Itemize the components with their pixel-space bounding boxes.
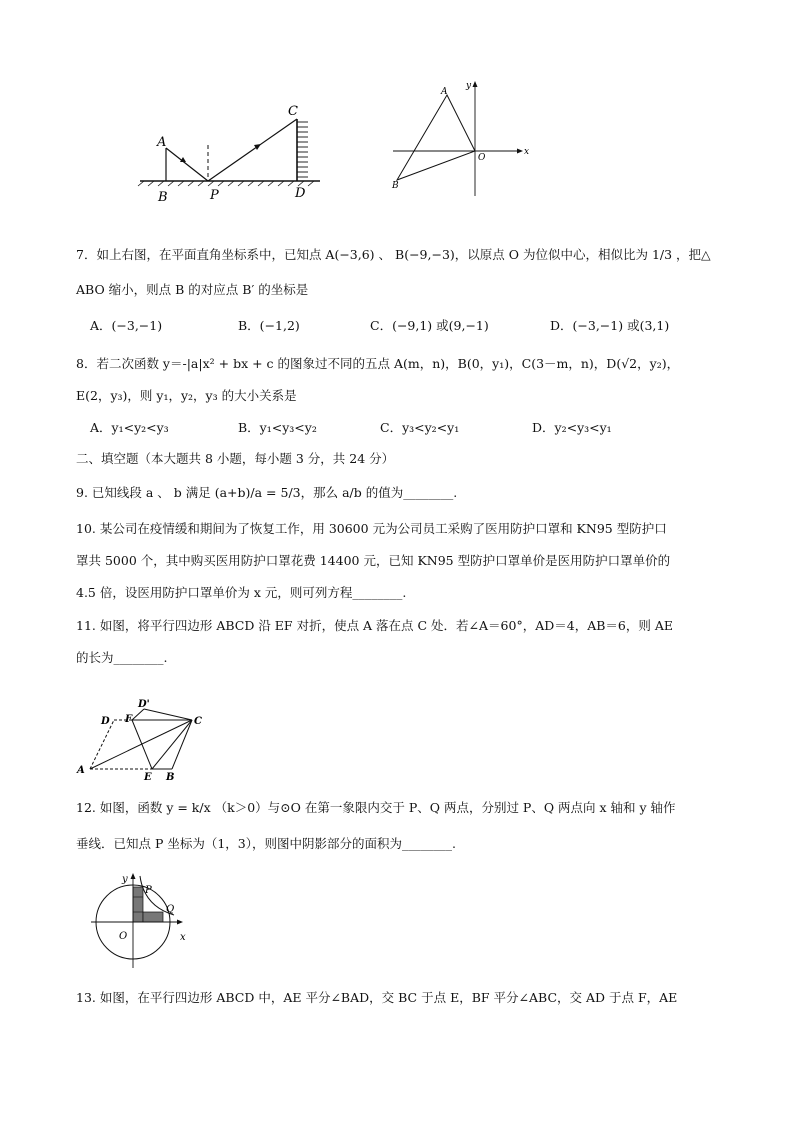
question-8-line-2: E(2，y₃)，则 y₁，y₂，y₃ 的大小关系是 (76, 388, 297, 403)
question-7-line-2: ABO 缩小，则点 B 的对应点 B′ 的坐标是 (76, 282, 309, 297)
question-7-option-a: A．(−3,−1) (90, 318, 163, 333)
point-label-A: A (77, 765, 85, 776)
question-13-line-1: 13. 如图，在平行四边形 ABCD 中，AE 平分∠BAD，交 BC 于点 E，BF 平分∠ABC，交 AD 于点 F，AE (76, 990, 678, 1005)
point-label-A: A (157, 135, 167, 150)
point-label-D: D (101, 716, 110, 727)
axis-label-y: y (466, 81, 472, 91)
question-8-line-1: 8．若二次函数 y＝-|a|x² + bx + c 的图象过不同的五点 A(m，n)，B(0，y₁)，C(3－m，n)，D(√2，y₂)， (76, 356, 680, 371)
axis-label-x: x (180, 932, 186, 943)
point-label-A: A (441, 87, 448, 97)
axis-label-y: y (122, 874, 128, 885)
question-10-line-3: 4.5 倍，设医用防护口罩单价为 x 元，则可列方程________. (76, 585, 407, 600)
point-label-F: F (125, 714, 133, 725)
point-label-D-prime: D' (138, 699, 150, 710)
question-7-line-1: 7．如上右图，在平面直角坐标系中，已知点 A(−3,6) 、 B(−9,−3)，以原点 O 为位似中心，相似比为 1/3 ，把△ (76, 247, 711, 262)
axis-label-x: x (524, 147, 530, 157)
question-11-line-2: 的长为________. (76, 650, 168, 665)
point-label-O: O (478, 153, 486, 163)
question-7-option-d: D．(−3,−1) 或(3,1) (550, 318, 670, 333)
folded-parallelogram-figure (74, 696, 214, 784)
point-label-B: B (158, 190, 168, 205)
point-label-D: D (295, 186, 306, 201)
question-12-line-1: 12. 如图，函数 y = k/x （k＞0）与⊙O 在第一象限内交于 P、Q 两点，分别过 P、Q 两点向 x 轴和 y 轴作 (76, 800, 676, 815)
point-label-Q: Q (166, 904, 175, 915)
point-label-P: P (210, 188, 219, 203)
section-heading-fill-in: 二、填空题（本大题共 8 小题，每小题 3 分，共 24 分） (76, 451, 395, 466)
mirror-reflection-figure (130, 100, 330, 208)
question-10-line-2: 罩共 5000 个，其中购买医用防护口罩花费 14400 元，已知 KN95 型防护口罩单价是医用防护口罩单价的 (76, 553, 671, 568)
question-9-line: 9. 已知线段 a 、 b 满足 (a+b)/a = 5/3，那么 a/b 的值为________. (76, 485, 458, 500)
point-label-B: B (166, 772, 175, 783)
question-7-option-b: B．(−1,2) (238, 318, 300, 333)
point-label-C: C (288, 104, 298, 119)
question-8-option-a: A．y₁<y₂<y₃ (90, 420, 169, 435)
point-label-C: C (194, 716, 202, 727)
question-7-option-c: C．(−9,1) 或(9,−1) (370, 318, 489, 333)
question-10-line-1: 10. 某公司在疫情缓和期间为了恢复工作，用 30600 元为公司员工采购了医用防护口罩和 KN95 型防护口 (76, 521, 667, 536)
question-8-option-b: B．y₁<y₃<y₂ (238, 420, 317, 435)
question-12-line-2: 垂线．已知点 P 坐标为（1，3），则图中阴影部分的面积为________. (76, 836, 456, 851)
point-label-P: P (145, 885, 152, 896)
coordinate-triangle-figure (385, 76, 535, 201)
point-label-E: E (144, 772, 152, 783)
question-11-line-1: 11. 如图，将平行四边形 ABCD 沿 EF 对折，使点 A 落在点 C 处．若∠A＝60°，AD＝4，AB＝6，则 AE (76, 618, 674, 633)
point-label-O: O (119, 931, 128, 942)
point-label-B: B (392, 181, 399, 191)
question-8-option-c: C．y₃<y₂<y₁ (380, 420, 460, 435)
question-8-option-d: D．y₂<y₃<y₁ (532, 420, 612, 435)
circle-hyperbola-figure (86, 868, 196, 972)
